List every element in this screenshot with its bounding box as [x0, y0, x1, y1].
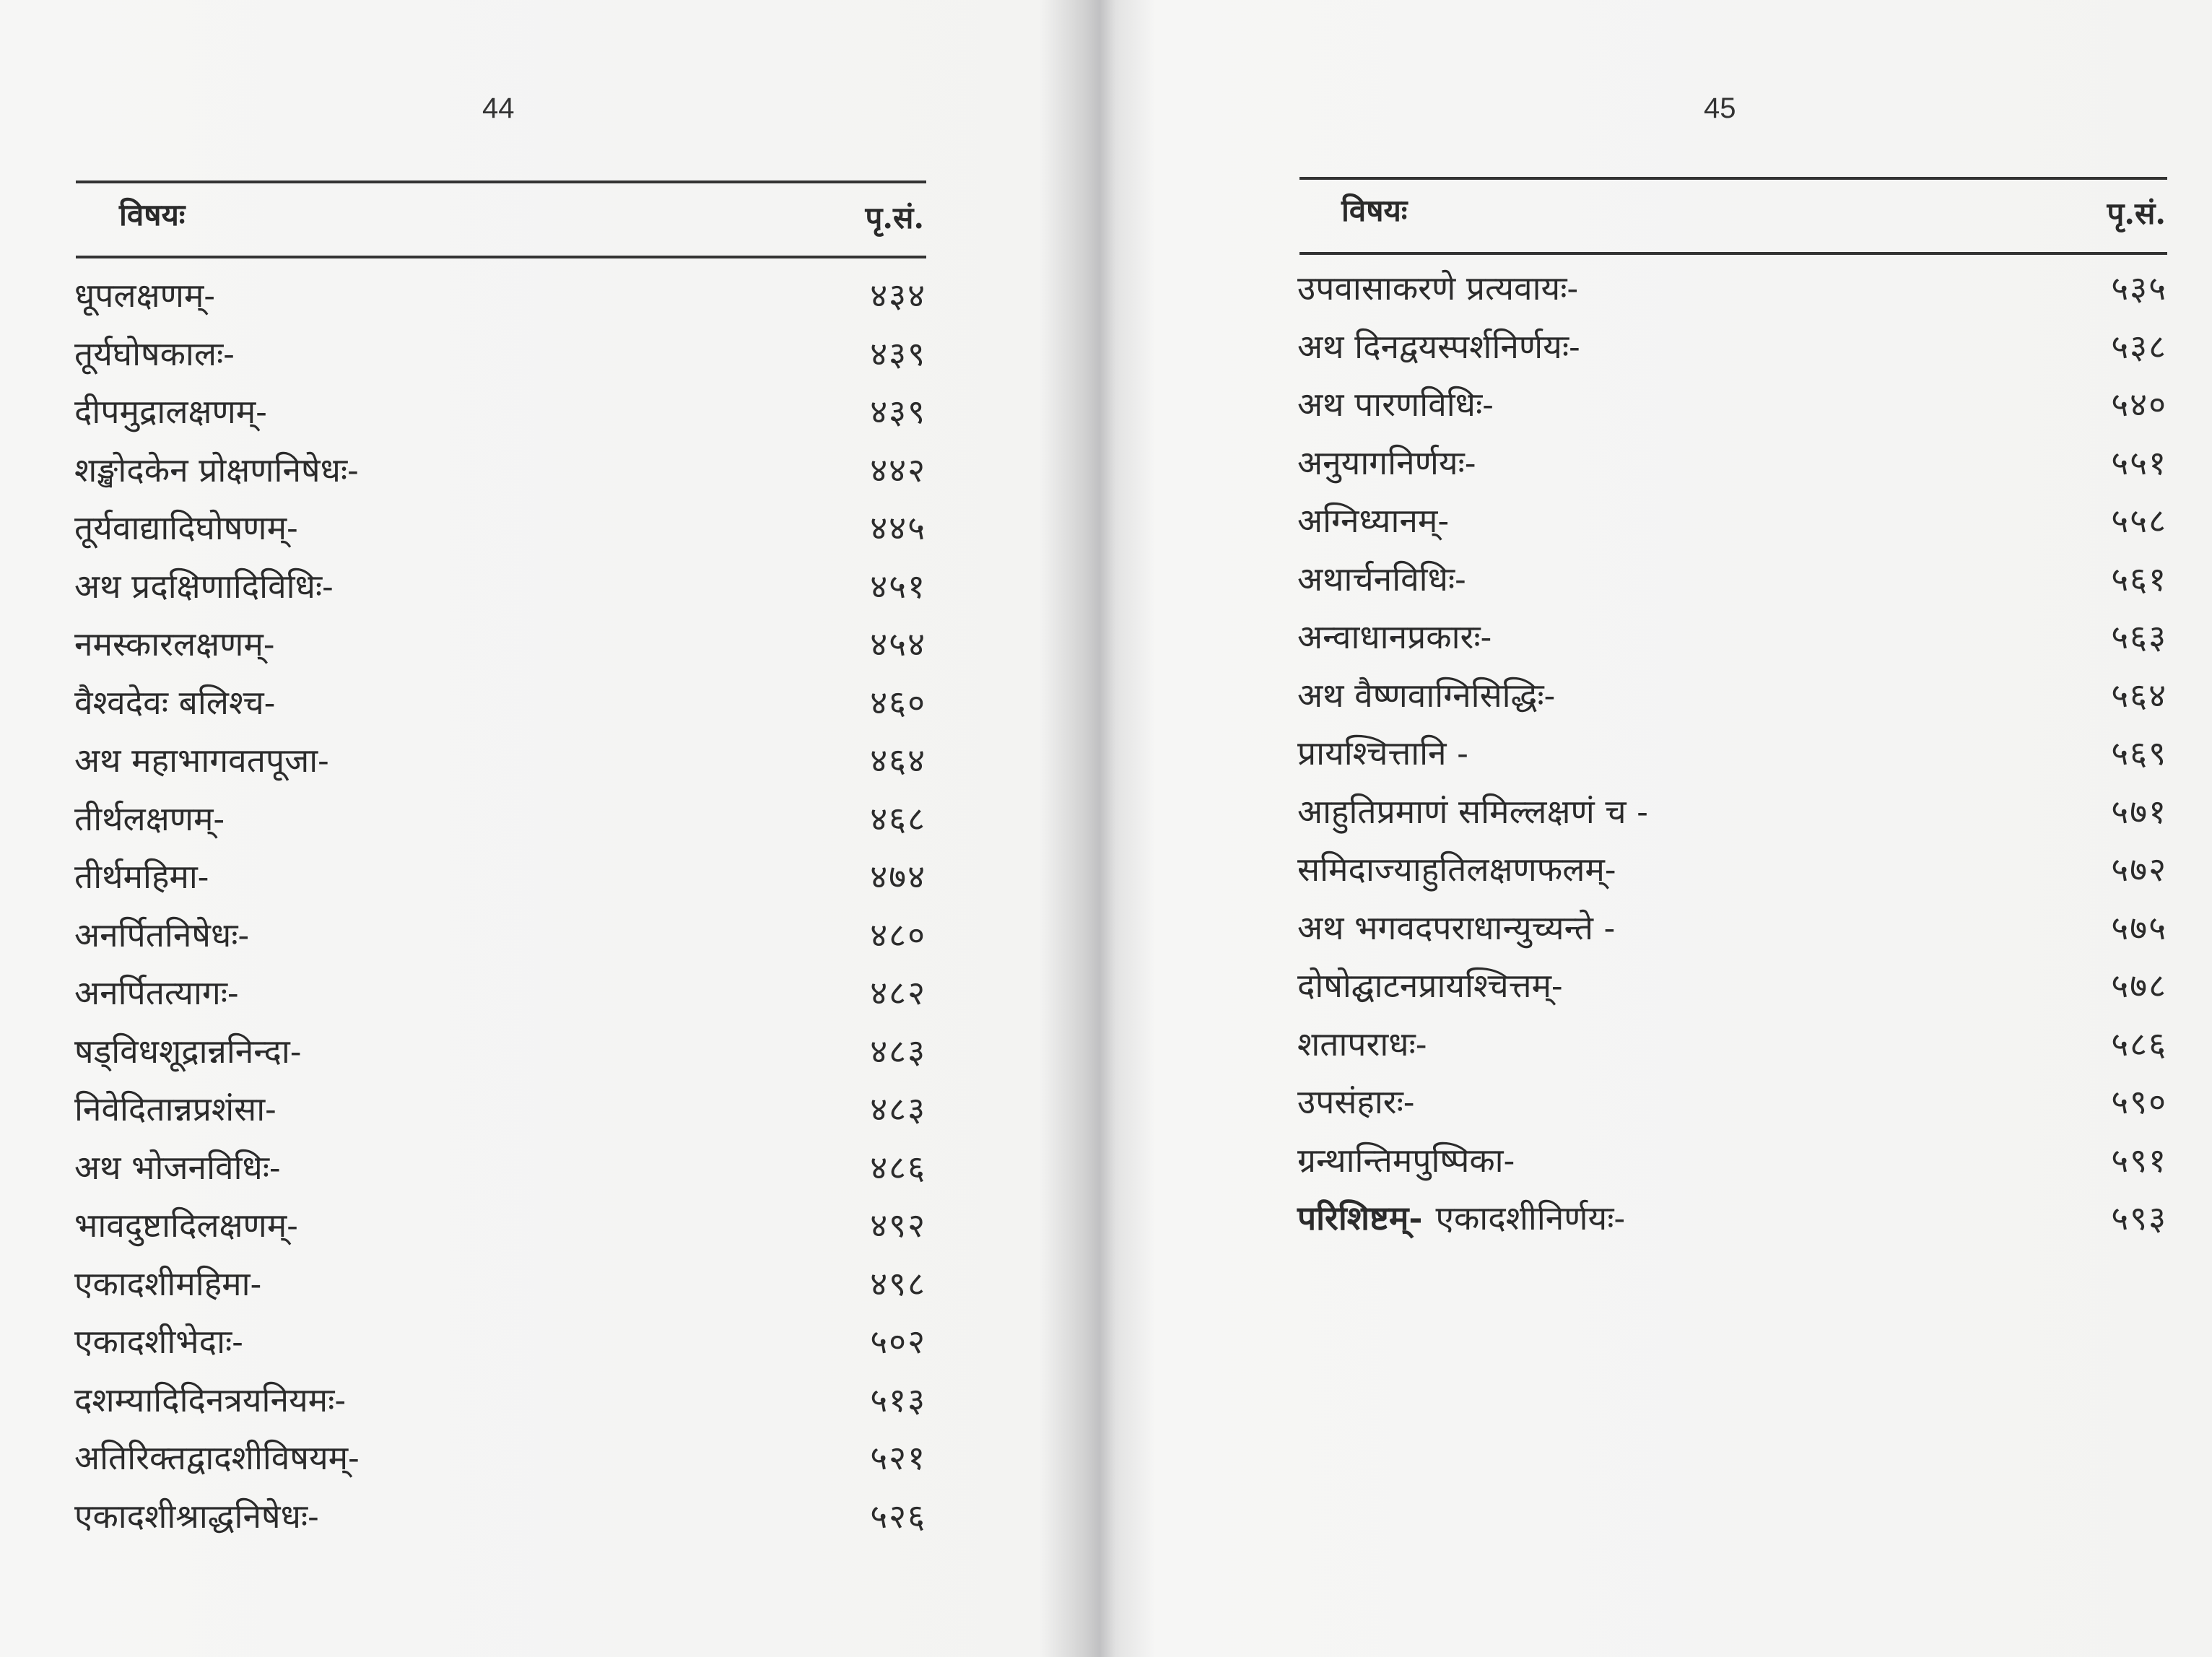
- entry-page-number: ५८६: [2111, 1024, 2167, 1064]
- entry-title: उपवासाकरणे प्रत्यवायः-: [1297, 269, 1579, 308]
- contents-entry: [74, 796, 926, 855]
- entry-page-number: ५२१: [870, 1438, 926, 1477]
- entry-page-number: ४७४: [870, 857, 926, 896]
- entry-page-number: ५७५: [2111, 908, 2167, 947]
- entry-page-number: ५६१: [2111, 559, 2167, 599]
- entry-page-number: ५७१: [2111, 791, 2167, 831]
- contents-entry: [1297, 731, 2167, 789]
- entry-page-number: ५५८: [2111, 501, 2167, 540]
- entry-page-number: ४८०: [870, 915, 926, 954]
- contents-entry: [74, 505, 926, 564]
- contents-entry: [74, 854, 926, 913]
- entry-title: तूर्यवाद्यादिघोषणम्-: [74, 508, 298, 547]
- entry-page-number: ५५१: [2111, 443, 2167, 482]
- entry-page-number: ५९०: [2111, 1082, 2167, 1121]
- contents-entry: [74, 1494, 926, 1552]
- contents-list: [74, 273, 926, 1552]
- contents-entry: [1297, 905, 2167, 964]
- entry-page-number: ५०२: [870, 1322, 926, 1361]
- entry-title: समिदाज्याहुतिलक्षणफलम्-: [1297, 850, 1616, 889]
- entry-page-number: ५१३: [870, 1380, 926, 1419]
- entry-page-number: ४४२: [870, 450, 926, 490]
- column-header-subject: विषयः: [119, 197, 186, 232]
- entry-title: ग्रन्थान्तिमपुष्पिका-: [1297, 1140, 1515, 1180]
- entry-title: निवेदितान्नप्रशंसा-: [74, 1090, 276, 1128]
- entry-title: आहुतिप्रमाणं समिल्लक्षणं च -: [1297, 791, 1648, 831]
- entry-page-number: ४८२: [870, 973, 926, 1012]
- contents-entry: [1297, 266, 2167, 324]
- entry-page-number: ५७८: [2111, 966, 2167, 1005]
- entry-page-number: ४६८: [870, 799, 926, 838]
- contents-entry: [1297, 963, 2167, 1022]
- contents-entry: [74, 738, 926, 796]
- entry-title: तूर्यघोषकालः-: [74, 334, 235, 373]
- entry-title-bold: परिशिष्टम्-: [1297, 1199, 1423, 1238]
- contents-entry: [74, 1087, 926, 1145]
- contents-entry: [1297, 498, 2167, 557]
- contents-entry: [1297, 1022, 2167, 1080]
- column-header-page: पृ.सं.: [865, 200, 924, 235]
- entry-title: अथ पारणविधिः-: [1297, 385, 1494, 424]
- entry-page-number: ५३८: [2111, 326, 2167, 366]
- entry-title: षड्विधशूद्रान्ननिन्दा-: [74, 1031, 302, 1071]
- entry-title: अग्निध्यानम्-: [1297, 501, 1449, 540]
- entry-title: अथार्चनविधिः-: [1297, 559, 1466, 599]
- entry-title: शङ्खोदकेन प्रोक्षणनिषेधः-: [74, 450, 359, 490]
- entry-title: नमस्कारलक्षणम्-: [74, 625, 275, 664]
- contents-list: [1297, 266, 2167, 1254]
- entry-title: अथ महाभागवतपूजा-: [74, 741, 329, 780]
- entry-title: उपसंहारः-: [1297, 1082, 1415, 1121]
- entry-page-number: ४३९: [870, 334, 926, 373]
- entry-title: अनर्पितत्यागः-: [74, 973, 239, 1012]
- contents-entry: [74, 970, 926, 1029]
- entry-page-number: ४९८: [870, 1264, 926, 1303]
- contents-entry: [74, 331, 926, 390]
- entry-title: दोषोद्घाटनप्रायश्चित्तम्-: [1297, 966, 1563, 1005]
- entry-page-number: ५६४: [2111, 675, 2167, 715]
- contents-entry: [74, 273, 926, 331]
- left-page: [0, 0, 1076, 1657]
- header-top-rule: [76, 181, 926, 183]
- entry-title: अन्वाधानप्रकारः-: [1297, 617, 1492, 656]
- entry-title: धूपलक्षणम्-: [74, 276, 215, 315]
- entry-page-number: ४६०: [870, 682, 926, 722]
- contents-entry: [74, 1203, 926, 1261]
- entry-title: शतापराधः-: [1297, 1024, 1427, 1064]
- right-page: [1119, 0, 2212, 1657]
- entry-title: दशम्यादिदिनत्रयनियमः-: [74, 1380, 346, 1419]
- entry-title: अनुयागनिर्णयः-: [1297, 443, 1476, 482]
- entry-title: तीर्थमहिमा-: [74, 857, 209, 896]
- contents-entry: [1297, 673, 2167, 731]
- entry-title: एकादशीमहिमा-: [74, 1264, 262, 1303]
- entry-page-number: ५६९: [2111, 734, 2167, 773]
- contents-entry: [1297, 789, 2167, 848]
- entry-title-rest: एकादशीनिर्णयः-: [1435, 1199, 1626, 1238]
- entry-page-number: ५९३: [2111, 1199, 2167, 1238]
- entry-title: एकादशीभेदाः-: [74, 1322, 243, 1361]
- contents-entry: [74, 1378, 926, 1436]
- entry-page-number: ४४५: [870, 508, 926, 547]
- entry-title: अथ वैष्णवाग्निसिद्धिः-: [1297, 675, 1556, 715]
- contents-entry: [74, 680, 926, 739]
- entry-page-number: ५७२: [2111, 850, 2167, 889]
- contents-entry: [74, 622, 926, 680]
- entry-page-number: ४९२: [870, 1206, 926, 1245]
- entry-title: अथ भोजनविधिः-: [74, 1147, 281, 1187]
- entry-page-number: ५२६: [870, 1496, 926, 1536]
- contents-entry: [74, 1145, 926, 1204]
- contents-entry: [74, 448, 926, 506]
- entry-title: भावदुष्टादिलक्षणम्-: [74, 1206, 298, 1245]
- entry-title: दीपमुद्रालक्षणम्-: [74, 392, 267, 431]
- contents-entry: [1297, 1079, 2167, 1138]
- entry-title: अनर्पितनिषेधः-: [74, 915, 250, 954]
- contents-entry: [74, 1435, 926, 1494]
- entry-title: अतिरिक्तद्वादशीविषयम्-: [74, 1438, 360, 1477]
- entry-title: एकादशीश्राद्धनिषेधः-: [74, 1496, 319, 1536]
- contents-entry: [74, 913, 926, 971]
- entry-page-number: ४३९: [870, 392, 926, 431]
- contents-entry: [1297, 324, 2167, 383]
- entry-page-number: ४८३: [870, 1090, 926, 1128]
- entry-title: अथ भगवदपराधान्युच्यन्ते -: [1297, 908, 1616, 947]
- page-number: 45: [1704, 92, 1736, 124]
- entry-title: [1297, 1196, 1625, 1240]
- contents-entry: [1297, 382, 2167, 440]
- contents-entry: [74, 1261, 926, 1320]
- entry-page-number: ५६३: [2111, 617, 2167, 656]
- contents-entry: [1297, 440, 2167, 499]
- contents-entry: [1297, 614, 2167, 673]
- column-header-page: पृ.सं.: [2107, 196, 2166, 231]
- contents-entry: [74, 1319, 926, 1378]
- entry-page-number: ४६४: [870, 741, 926, 780]
- entry-page-number: ५४०: [2111, 385, 2167, 424]
- entry-title: वैश्वदेवः बलिश्च-: [74, 682, 276, 722]
- contents-entry: [74, 389, 926, 448]
- contents-entry: [1297, 1138, 2167, 1196]
- column-header-subject: विषयः: [1341, 193, 1408, 228]
- page-number: 44: [482, 92, 515, 124]
- entry-page-number: ४८३: [870, 1031, 926, 1071]
- header-bottom-rule: [76, 256, 926, 258]
- entry-page-number: ४८६: [870, 1147, 926, 1187]
- header-top-rule: [1299, 177, 2167, 180]
- contents-entry: [1297, 847, 2167, 905]
- book-gutter-shadow: [1040, 0, 1155, 1657]
- entry-title: अथ प्रदक्षिणादिविधिः-: [74, 566, 334, 606]
- entry-title: प्रायश्चित्तानि -: [1297, 734, 1468, 773]
- contents-entry: [1297, 557, 2167, 615]
- entry-title: अथ दिनद्वयस्पर्शनिर्णयः-: [1297, 326, 1580, 366]
- entry-page-number: ५९१: [2111, 1140, 2167, 1180]
- header-bottom-rule: [1299, 252, 2167, 255]
- entry-page-number: ४३४: [870, 276, 926, 315]
- contents-entry: [74, 1029, 926, 1087]
- contents-entry: [74, 564, 926, 622]
- entry-page-number: ४५४: [870, 625, 926, 664]
- entry-page-number: ५३५: [2111, 269, 2167, 308]
- entry-page-number: ४५१: [870, 566, 926, 606]
- entry-title: तीर्थलक्षणम्-: [74, 799, 225, 838]
- contents-entry: [1297, 1196, 2167, 1254]
